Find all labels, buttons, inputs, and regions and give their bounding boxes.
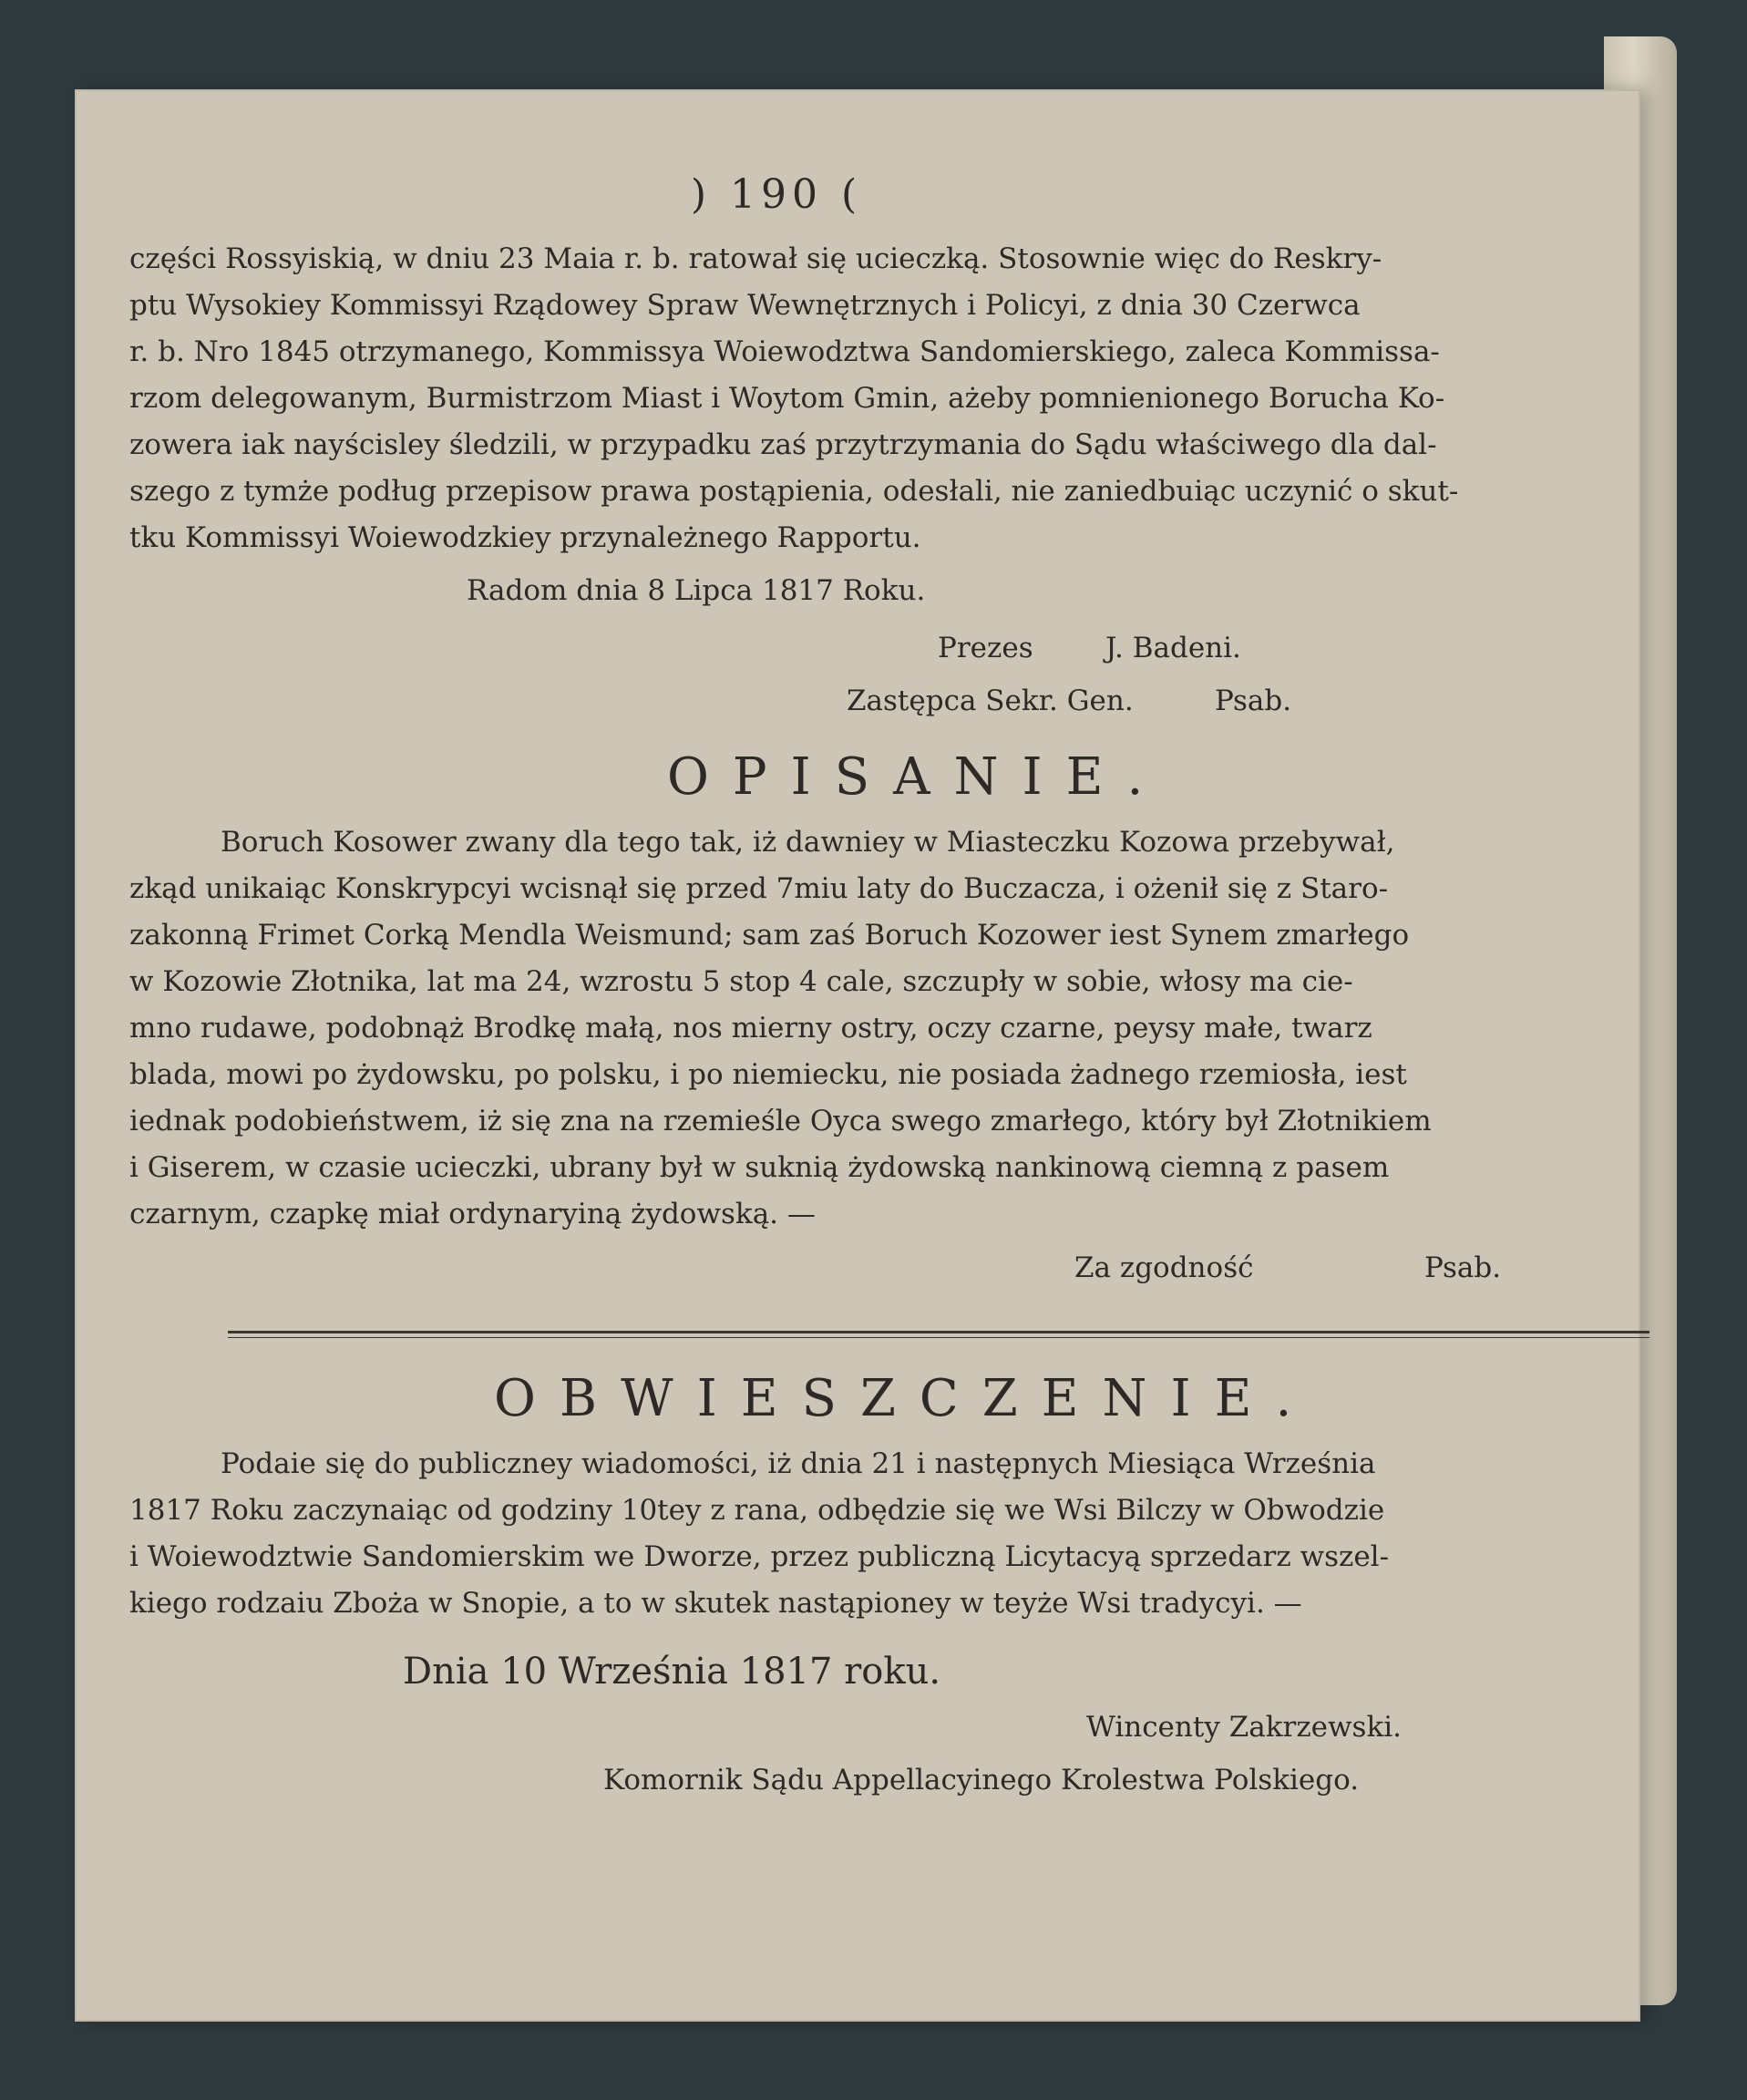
document-page xyxy=(75,89,1640,2022)
section-heading-opisanie: OPISANIE. xyxy=(667,747,1167,807)
description-line: Boruch Kosower zwany dla tego tak, iż dawniey w Miasteczku Kozowa przebywał, xyxy=(221,826,1395,859)
description-line: blada, mowi po żydowsku, po polsku, i po niemiecku, nie posiada żadnego rzemiosła, iest xyxy=(129,1058,1407,1091)
signature-role: Prezes xyxy=(938,632,1033,664)
announcement-signer-title: Komornik Sądu Appellacyinego Krolestwa Polskiego. xyxy=(603,1764,1360,1796)
decree-signatures-2 xyxy=(129,674,1588,727)
announcement-line: i Woiewodztwie Sandomierskim we Dworze, przez publiczną Licytacyą sprzedarz wszel- xyxy=(129,1540,1390,1573)
conformity-name: Psab. xyxy=(1424,1251,1502,1284)
announcement-date: Dnia 10 Września 1817 roku. xyxy=(403,1651,941,1693)
description-line: mno rudawe, podobnąż Brodkę małą, nos mierny ostry, oczy czarne, peysy małe, twarz xyxy=(129,1012,1372,1045)
decree-line: zowera iak nayścisley śledzili, w przypadku zaś przytrzymania do Sądu właściwego dla dal- xyxy=(129,428,1437,461)
announcement-signer: Wincenty Zakrzewski. xyxy=(1086,1711,1402,1744)
decree-line: rzom delegowanym, Burmistrzom Miast i Woytom Gmin, ażeby pomnienionego Borucha Ko- xyxy=(129,382,1445,415)
description-line: zkąd unikaiąc Konskrypcyi wcisnął się przed 7miu laty do Buczacza, i ożenił się z Staro- xyxy=(129,872,1389,905)
description-line: iednak podobieństwem, iż się zna na rzemieśle Oyca swego zmarłego, który był Złotnikiem xyxy=(129,1105,1432,1138)
decree-line: tku Kommissyi Woiewodzkiey przynależnego Rapportu. xyxy=(129,521,921,554)
decree-line: ptu Wysokiey Kommissyi Rządowey Spraw Wewnętrznych i Policyi, z dnia 30 Czerwca xyxy=(129,289,1361,322)
decree-line: szego z tymże podług przepisow prawa postąpienia, odesłali, nie zaniedbuiąc uczynić o skut- xyxy=(129,475,1459,508)
section-description xyxy=(129,747,1588,1294)
decree-line: części Rossyiskią, w dniu 23 Maia r. b. ratował się ucieczką. Stosownie więc do Reskry- xyxy=(129,242,1382,275)
description-line: czarnym, czapkę miał ordynaryiną żydowską. — xyxy=(129,1198,816,1230)
section-decree xyxy=(129,236,1588,727)
decree-line: r. b. Nro 1845 otrzymanego, Kommissya Woiewodztwa Sandomierskiego, zaleca Kommissa- xyxy=(129,335,1440,368)
description-line: w Kozowie Złotnika, lat ma 24, wzrostu 5 stop 4 cale, szczupły w sobie, włosy ma cie- xyxy=(129,965,1353,998)
signature-role: Zastępca Sekr. Gen. xyxy=(847,685,1134,717)
signature-name: Psab. xyxy=(1215,685,1292,717)
conformity-label: Za zgodność xyxy=(1074,1251,1254,1284)
conformity-signature xyxy=(129,1241,1588,1294)
description-line: i Giserem, w czasie ucieczki, ubrany był w suknią żydowską nankinową ciemną z pasem xyxy=(129,1151,1390,1184)
section-announcement xyxy=(129,1369,1588,1804)
decree-date: Radom dnia 8 Lipca 1817 Roku. xyxy=(467,574,926,607)
signature-name: J. Badeni. xyxy=(1105,632,1241,664)
announcement-line: kiego rodzaiu Zboża w Snopie, a to w skutek nastąpioney w teyże Wsi tradycyi. — xyxy=(129,1587,1302,1620)
page-number: ) 190 ( xyxy=(690,171,863,218)
page-content xyxy=(129,171,1588,1804)
description-line: zakonną Frimet Corką Mendla Weismund; sam zaś Boruch Kozower iest Synem zmarłego xyxy=(129,919,1410,952)
section-divider xyxy=(228,1331,1649,1338)
announcement-line: Podaie się do publiczney wiadomości, iż dnia 21 i następnych Miesiąca Września xyxy=(221,1447,1376,1480)
decree-signatures xyxy=(129,622,1588,674)
section-heading-obwieszczenie: OBWIESZCZENIE. xyxy=(494,1369,1316,1428)
announcement-line: 1817 Roku zaczynaiąc od godziny 10tey z rana, odbędzie się we Wsi Bilczy w Obwodzie xyxy=(129,1494,1385,1527)
